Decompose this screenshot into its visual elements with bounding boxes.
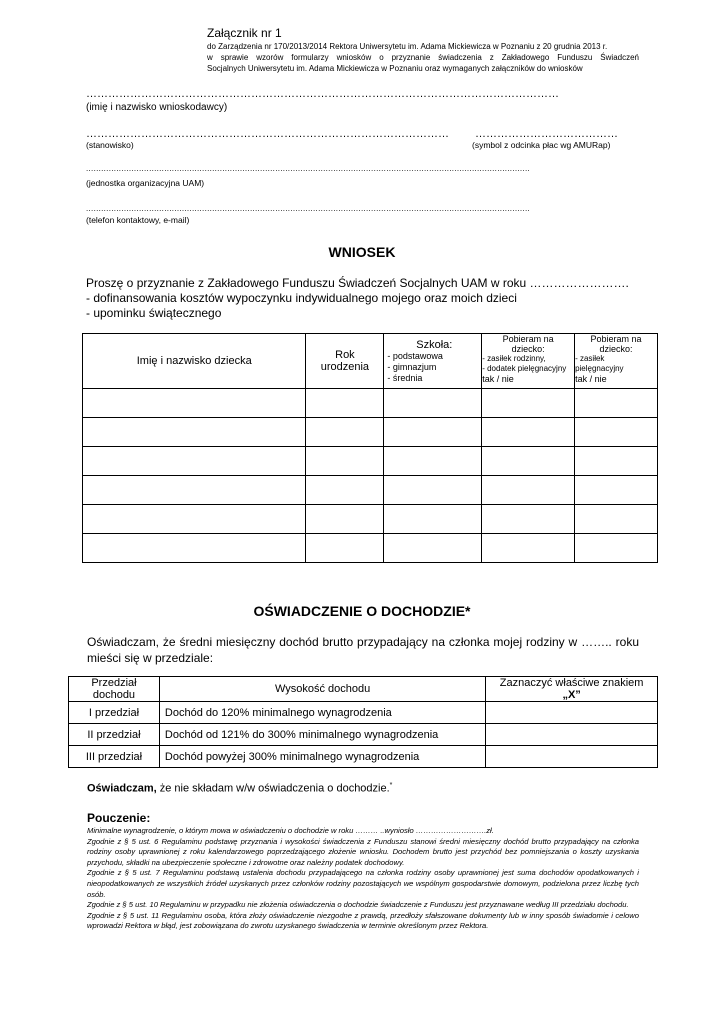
pouczenie-p5: Zgodnie z § 5 ust. 11 Regulaminu osoba, która złoży oświadczenie niezgodne z prawdą, przedłoży sfałszowane dokumenty lub w inny sposób świadomie i celowo wprowadzi Rektora w błąd, jest zobowiązana do zwrotu uzyskanego świadczenia w terminie określonym przez Rektora. [87,910,639,931]
table-row [83,476,658,505]
birth-year-cell[interactable] [306,418,384,447]
subtitle-line-3: Socjalnych Uniwersytetu im. Adama Mickiewicza w Poznaniu oraz wymaganych załączników do wniosków [207,64,583,73]
children-table [82,333,658,563]
declaration-text: że nie składam w/w oświadczenia o dochodzie. [156,782,390,795]
mark-cell[interactable] [486,702,658,724]
pouczenie-body [87,826,639,932]
care-allowance-cell[interactable] [575,534,658,563]
income-text: Oświadczam, że średni miesięczny dochód brutto przypadający na członka mojej rodziny w …….. roku mieści się w przedziale: [87,635,639,665]
phone-line[interactable]: ................................................................................................................................................................................ [86,204,530,213]
table-row [69,746,658,768]
school-cell[interactable] [384,476,482,505]
mark-cell[interactable] [486,724,658,746]
header-p1-a: - zasiłek rodzinny, [482,354,546,363]
header-school-2: - gimnazjum [387,361,437,372]
mark-cell[interactable] [486,746,658,768]
birth-year-cell[interactable] [306,534,384,563]
care-allowance-cell[interactable] [575,447,658,476]
school-cell[interactable] [384,389,482,418]
range-cell: II przedział [69,724,160,746]
header-child-name: Imię i nazwisko dziecka [83,334,306,389]
header-birth-year [306,334,384,389]
table-row [83,418,658,447]
header-p2-title-1: Pobieram na [590,334,642,344]
unit-label: (jednostka organizacyjna UAM) [86,178,205,188]
header-p1-title-2: dziecko: [511,344,545,354]
header-p1-b: - dodatek pielęgnacyjny [482,364,567,373]
wniosek-option-gift: - upominku świątecznego [86,306,222,320]
header-p2-title-2: dziecko: [599,344,633,354]
wniosek-option-vacation: - dofinansowania kosztów wypoczynku indywidualnego mojego oraz moich dzieci [86,291,517,305]
pouczenie-title: Pouczenie: [87,811,151,825]
table-row [83,505,658,534]
range-cell: I przedział [69,702,160,724]
amount-cell: Dochód od 121% do 300% minimalnego wynagrodzenia [159,724,485,746]
header-school [384,334,482,389]
family-allowance-cell[interactable] [482,447,575,476]
header-family-allowance [482,334,575,389]
family-allowance-cell[interactable] [482,476,575,505]
family-allowance-cell[interactable] [482,534,575,563]
amount-cell: Dochód do 120% minimalnego wynagrodzenia [159,702,485,724]
applicant-name-line[interactable]: ………………………………………………………………………………………………………………… [86,88,559,100]
school-cell[interactable] [384,505,482,534]
subtitle-line-1: do Zarządzenia nr 170/2013/2014 Rektora Uniwersytetu im. Adama Mickiewicza w Poznaniu z 20 grudnia 2013 r. [207,42,608,51]
declaration-bold: Oświadczam, [87,782,157,795]
header-range-1: Przedział [91,677,137,689]
care-allowance-cell[interactable] [575,418,658,447]
header-care-allowance [575,334,658,389]
position-line[interactable]: ……………………………………………………………………………………… [86,128,449,140]
birth-year-cell[interactable] [306,389,384,418]
table-row [83,534,658,563]
birth-year-cell[interactable] [306,476,384,505]
header-birth-year-line1: Rok [335,349,355,361]
header-mark-1: Zaznaczyć właściwe znakiem [499,677,644,689]
header-amount: Wysokość dochodu [159,677,485,702]
income-title: OŚWIADCZENIE O DOCHODZIE* [253,603,471,619]
children-table-header [83,334,658,389]
header-mark-2: „X” [562,689,581,701]
attachment-subtitle [207,41,639,74]
header-range-2: dochodu [92,689,136,701]
amount-cell: Dochód powyżej 300% minimalnego wynagrodzenia [159,746,485,768]
birth-year-cell[interactable] [306,505,384,534]
header-p2-a: - zasiłek [575,354,605,363]
pouczenie-p4: Zgodnie z § 5 ust. 10 Regulaminu w przypadku nie złożenia oświadczenia o dochodzie świadczenie z Funduszu jest przyznawane według III przedziału dochodu. [87,900,629,910]
header-school-title: Szkoła: [416,338,453,351]
income-table [68,676,658,768]
table-row [83,447,658,476]
birth-year-cell[interactable] [306,447,384,476]
wniosek-title: WNIOSEK [328,244,396,260]
child-name-cell[interactable] [83,418,306,447]
school-cell[interactable] [384,418,482,447]
header-birth-year-line2: urodzenia [320,361,370,373]
payroll-symbol-line[interactable]: ………………………………… [475,128,618,140]
family-allowance-cell[interactable] [482,389,575,418]
table-row [69,724,658,746]
payroll-symbol-label: (symbol z odcinka płac wg AMURap) [472,140,611,150]
child-name-cell[interactable] [83,534,306,563]
pouczenie-p1: Minimalne wynagrodzenie, o którym mowa w oświadczeniu o dochodzie w roku ……… ..wyniosło ……………………….zł. [87,826,494,835]
table-row [83,389,658,418]
applicant-name-label: (imię i nazwisko wnioskodawcy) [86,102,228,113]
phone-label: (telefon kontaktowy, e-mail) [86,215,190,225]
wniosek-intro: Proszę o przyznanie z Zakładowego Funduszu Świadczeń Socjalnych UAM w roku ……………………. [86,276,629,290]
child-name-cell[interactable] [83,476,306,505]
header-mark [486,677,658,702]
pouczenie-p2: Zgodnie z § 5 ust. 6 Regulaminu podstawę przyznania i wysokości świadczenia z Funduszu stanowi średni miesięczny dochód brutto przypadający na członka rodziny osoby uprawnionej z roku kalendarzowego poprzedzającego złożenie wniosku. Dochodem brutto jest przychód bez pomniejszania o koszty uzyskania przychodu, składki na ubezpieczenie społeczne i zdrowotne oraz należny podatek dochodowy. [87,836,639,867]
care-allowance-cell[interactable] [575,389,658,418]
unit-line[interactable]: ................................................................................................................................................................................ [86,164,530,173]
school-cell[interactable] [384,534,482,563]
header-p1-title-1: Pobieram na [502,334,554,344]
header-school-1: - podstawowa [387,350,443,361]
no-income-declaration [87,782,392,795]
care-allowance-cell[interactable] [575,476,658,505]
family-allowance-cell[interactable] [482,505,575,534]
subtitle-line-2: w sprawie wzorów formularzy wniosków o przyznanie świadczenia z Zakładowego Funduszu Świadczeń [207,53,639,62]
range-cell: III przedział [69,746,160,768]
child-name-cell[interactable] [83,505,306,534]
income-table-header [69,677,658,702]
header-p2-c: tak / nie [575,374,607,384]
child-name-cell[interactable] [83,447,306,476]
header-range [69,677,160,702]
wniosek-body [86,276,646,321]
attachment-title: Załącznik nr 1 [207,26,282,40]
declaration-star: * [389,782,393,789]
header-p1-c: tak / nie [482,374,514,384]
care-allowance-cell[interactable] [575,505,658,534]
school-cell[interactable] [384,447,482,476]
header-p2-b: pielęgnacyjny [575,364,624,373]
child-name-cell[interactable] [83,389,306,418]
position-label: (stanowisko) [86,140,134,150]
table-row [69,702,658,724]
family-allowance-cell[interactable] [482,418,575,447]
pouczenie-p3: Zgodnie z § 5 ust. 7 Regulaminu podstawą ustalenia dochodu przypadającego na członka rodziny osoby uprawnionej jest suma dochodów opodatkowanych i nieopodatkowanych ze wszystkich źródeł uzyskanych przez członków rodziny pozostających we wspólnym gospodarstwie domowym, podzielona przez liczbę tych osób. [87,868,639,899]
header-school-3: - średnia [387,372,423,383]
